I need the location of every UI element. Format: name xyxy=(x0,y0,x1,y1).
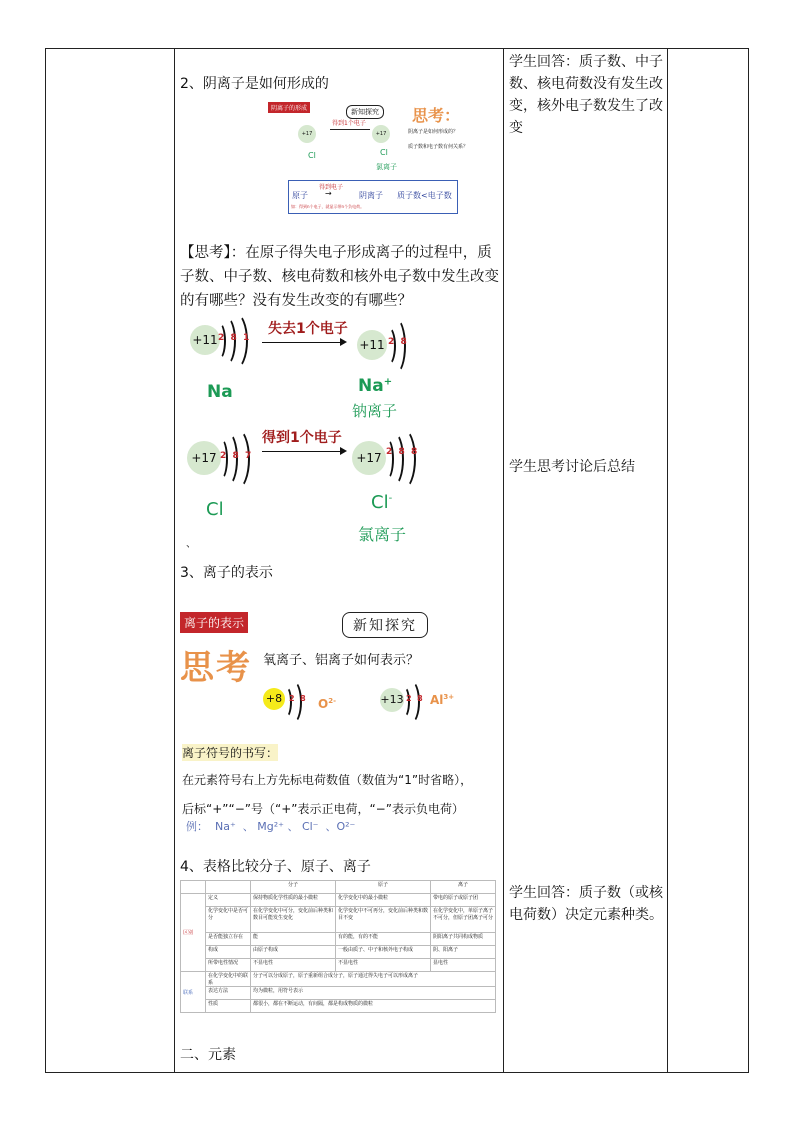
table-cell: 定义 xyxy=(206,894,251,907)
table-cell: 都很小，都在不断运动，有间隔，都是构成物质的微粒 xyxy=(251,1000,496,1013)
slide-badge: 新知探究 xyxy=(346,105,384,119)
slide-think-ion: 思考 xyxy=(180,648,252,688)
table-row xyxy=(181,987,496,1000)
cl-ion-label-small: Cl xyxy=(380,148,388,157)
table-row xyxy=(181,946,496,959)
cl-ion-charge: - xyxy=(388,493,393,504)
section-heading-3: 3、离子的表示 xyxy=(180,565,273,581)
table-cell: 一般由质子、中子和核外电子构成 xyxy=(336,946,431,959)
table-border-col3 xyxy=(503,48,504,1073)
section-heading-2: 2、阴离子是如何形成的 xyxy=(180,76,329,92)
box-anion: 阴离子 xyxy=(359,191,383,200)
al-symbol: Al xyxy=(430,693,444,707)
table-row xyxy=(181,933,496,946)
cl-ion-shells: 2 8 8 xyxy=(386,447,418,457)
o-charge: 2- xyxy=(328,697,336,705)
table-cell: 所带电性情况 xyxy=(206,959,251,972)
slide-anion-formation xyxy=(268,101,476,214)
al-shells: 2 8 xyxy=(406,694,423,703)
box-arrow: → xyxy=(325,189,332,198)
table-cell: 阴、阳离子 xyxy=(431,946,496,959)
na-nuc-label: +11 xyxy=(192,333,218,347)
cl-label: Cl xyxy=(206,499,224,520)
o-nuc-label: +8 xyxy=(265,692,283,705)
slide-tag: 阴离子的形成 xyxy=(268,102,310,113)
slide-tag-ion: 离子的表示 xyxy=(180,612,248,633)
table-cell: 在化学变化中，单原子离子不可分，但原子团离子可分 xyxy=(431,907,496,933)
table-cell: 性质 xyxy=(206,1000,251,1013)
o-label xyxy=(318,697,336,711)
nuc-label: +17 xyxy=(375,131,387,137)
slide-q2: 质子数和电子数有何关系？ xyxy=(408,144,469,150)
cl-ion-symbol: Cl xyxy=(371,492,389,513)
box-atom: 原子 xyxy=(292,191,308,200)
na-ion-symbol: Na xyxy=(358,376,384,396)
table-border-right xyxy=(748,48,749,1073)
gain-arrow-small xyxy=(330,129,370,130)
table-row xyxy=(181,894,496,907)
stray-mark: 、 xyxy=(186,539,196,550)
na-arrow-head xyxy=(340,338,347,346)
na-lose-label: 失去1个电子 xyxy=(268,321,348,337)
cl-ion-name: 氯离子 xyxy=(358,525,407,544)
slide-q1: 阴离子是如何形成的？ xyxy=(408,129,459,135)
table-border-left xyxy=(45,48,46,1073)
header-cell-3: 原子 xyxy=(336,881,431,894)
table-row xyxy=(181,1000,496,1013)
anion-summary-box xyxy=(288,180,458,214)
table-cell: 能 xyxy=(251,933,336,946)
table-border-col4 xyxy=(667,48,668,1073)
box-rel: 质子数<电子数 xyxy=(397,191,452,200)
header-cell-2: 分子 xyxy=(251,881,336,894)
na-ion-name: 钠离子 xyxy=(352,402,398,420)
student-answer-3: 学生回答：质子数（或核电荷数）决定元素种类。 xyxy=(509,885,663,923)
table-cell: 在化学变化中的联系 xyxy=(206,972,251,987)
table-cell: 是否能独立存在 xyxy=(206,933,251,946)
section-heading-5: 二、元素 xyxy=(180,1047,236,1063)
table-cell: 分子可以分成原子，原子重新组合成分子，原子通过得失电子可以形成离子 xyxy=(251,972,496,987)
table-row xyxy=(181,959,496,972)
comparison-table-image xyxy=(180,880,496,1018)
cl-label-small: Cl xyxy=(308,151,316,160)
table-cell: 显电性 xyxy=(431,959,496,972)
comparison-table xyxy=(180,880,496,1013)
header-cell-1 xyxy=(206,881,251,894)
table-border-bottom xyxy=(45,1072,749,1073)
cl-nuc-label: +17 xyxy=(191,451,217,465)
cl-ion-label xyxy=(371,492,392,513)
group-label-diff: 区别 xyxy=(181,894,206,972)
table-cell: 保持物质化学性质的最小微粒 xyxy=(251,894,336,907)
na-arrow xyxy=(262,342,344,343)
cl-shells: 2 8 7 xyxy=(220,451,252,461)
rule-line-2: 后标“+”“−”号（“+”表示正电荷，“−”表示负电荷） xyxy=(182,802,464,816)
table-cell: 有的能，有的不能 xyxy=(336,933,431,946)
table-cell: 均为微粒，用符号表示 xyxy=(251,987,496,1000)
nuc-label: +17 xyxy=(301,131,313,137)
table-cell: 表达方法 xyxy=(206,987,251,1000)
o-shells: 2 8 xyxy=(289,694,306,703)
o-symbol: O xyxy=(318,697,329,711)
table-border-col2 xyxy=(174,48,175,1073)
al-nuc-label: +13 xyxy=(380,693,404,706)
table-cell: 构成 xyxy=(206,946,251,959)
table-cell: 在化学变化中可分，变化前后种类和数目可能发生变化 xyxy=(251,907,336,933)
na-ion-label xyxy=(358,376,392,396)
cl-gain-label: 得到1个电子 xyxy=(262,430,342,446)
na-shells: 2 8 1 xyxy=(218,333,250,343)
group-label-link: 联系 xyxy=(181,972,206,1013)
slide-badge-ion: 新知探究 xyxy=(342,612,428,638)
table-cell: 化学变化中不可再分，变化前后种类和数目不变 xyxy=(336,907,431,933)
table-cell: 化学变化中是否可分 xyxy=(206,907,251,933)
table-cell: 化学变化中的最小微粒 xyxy=(336,894,431,907)
cl-atom-nucleus-small xyxy=(298,125,316,143)
table-cell: 带电的原子或原子团 xyxy=(431,894,496,907)
na-ion-nuc-label: +11 xyxy=(359,338,385,352)
rule-title: 离子符号的书写： xyxy=(182,746,279,760)
student-answer-2: 学生思考讨论后总结 xyxy=(509,459,635,475)
table-row xyxy=(181,907,496,933)
table-border-top xyxy=(45,48,749,49)
section-heading-4: 4、表格比较分子、原子、离子 xyxy=(180,859,371,875)
al-charge: 3+ xyxy=(443,693,455,701)
box-note: 如：得到n个电子，就显示带n个负电荷。 xyxy=(291,204,365,209)
cl-ion-nuc-label: +17 xyxy=(356,451,382,465)
rule-line-1: 在元素符号右上方先标电荷数值（数值为“1”时省略）， xyxy=(182,773,473,787)
cl-ion-shell-3 xyxy=(390,428,416,490)
table-row xyxy=(181,972,496,987)
think-paragraph: 【思考】：在原子得失电子形成离子的过程中，质子数、中子数、核电荷数和核外电子数中发生改变的有哪些？没有发生改变的有哪些？ xyxy=(180,245,499,309)
header-cell-0 xyxy=(181,881,206,894)
table-cell: 由原子构成 xyxy=(251,946,336,959)
cl-arrow xyxy=(262,451,344,452)
gain-label-small: 得到1个电子 xyxy=(332,120,366,127)
cl-arrow-head xyxy=(340,447,347,455)
slide-think: 思考： xyxy=(412,106,461,125)
table-cell: 阴阳离子共同构成物质 xyxy=(431,933,496,946)
student-answer-1: 学生回答：质子数、中子数、核电荷数没有发生改变，核外电子数发生了改变 xyxy=(509,54,663,136)
cl-ion-name-small: 氯离子 xyxy=(376,163,397,171)
box-gain: 得到电子 xyxy=(319,184,344,191)
table-cell: 不显电性 xyxy=(336,959,431,972)
na-ion-shells: 2 8 xyxy=(388,337,407,347)
al-label xyxy=(430,693,454,707)
table-cell: 不显电性 xyxy=(251,959,336,972)
table-header-row xyxy=(181,881,496,894)
rule-example: 例： Na⁺ 、 Mg²⁺ 、 Cl⁻ 、O²⁻ xyxy=(186,820,356,833)
na-label: Na xyxy=(207,382,233,402)
cl-ion-nucleus-small xyxy=(372,125,390,143)
header-cell-4: 离子 xyxy=(431,881,496,894)
slide-q-ion: 氧离子、铝离子如何表示？ xyxy=(263,653,420,668)
na-ion-charge: + xyxy=(383,376,393,388)
